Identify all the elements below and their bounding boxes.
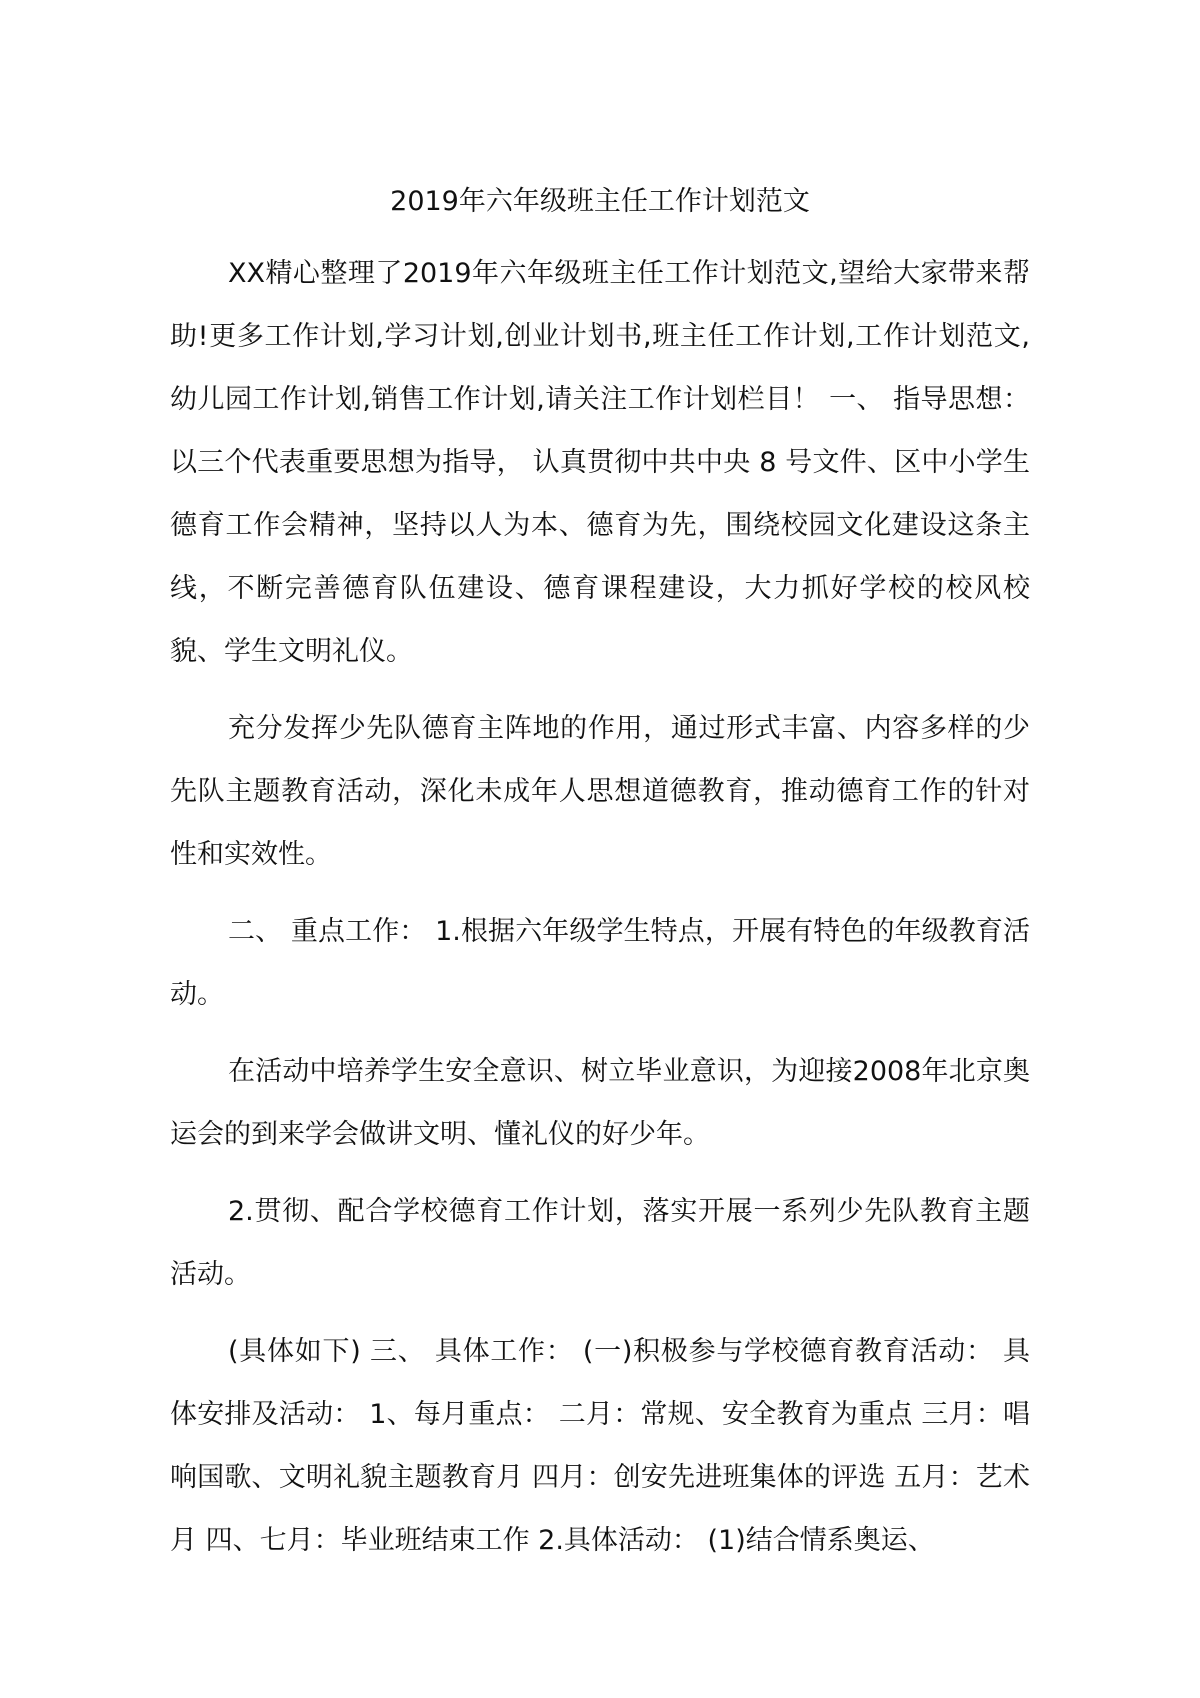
paragraph-cooperate-plan: 2.贯彻、配合学校德育工作计划，落实开展一系列少先队教育主题活动。 — [170, 1196, 1030, 1290]
paragraph-specific-work: (具体如下) 三、 具体工作： (一)积极参与学校德育教育活动： 具体安排及活动： 1、每月重点： 二月：常规、安全教育为重点 三月：唱响国歌、文明礼貌主题教育月 四月：创安先进班集体的评选 五月：艺术月 四、七月：毕业班结束工作 2.具体活动： (1)结合情系奥运、 — [170, 1336, 1030, 1556]
document-title: 2019年六年级班主任工作计划范文 — [390, 186, 810, 217]
paragraph-safety-awareness: 在活动中培养学生安全意识、树立毕业意识，为迎接2008年北京奥运会的到来学会做讲文明、懂礼仪的好少年。 — [170, 1056, 1030, 1150]
document-body — [170, 242, 1030, 1586]
paragraph-young-pioneers: 充分发挥少先队德育主阵地的作用，通过形式丰富、内容多样的少先队主题教育活动，深化未成年人思想道德教育，推动德育工作的针对性和实效性。 — [170, 713, 1030, 870]
paragraph-intro: XX精心整理了2019年六年级班主任工作计划范文,望给大家带来帮助!更多工作计划,学习计划,创业计划书,班主任工作计划,工作计划范文,幼儿园工作计划,销售工作计划,请关注工作计划栏目！ 一、 指导思想： 以三个代表重要思想为指导， 认真贯彻中共中央 8 号文件、区中小学生德育工作会精神，坚持以人为本、德育为先，围绕校园文化建设这条主线，不断完善德育队伍建设、德育课程建设，大力抓好学校的校风校貌、学生文明礼仪。 — [170, 258, 1030, 667]
paragraph-key-work: 二、 重点工作： 1.根据六年级学生特点，开展有特色的年级教育活动。 — [170, 916, 1030, 1010]
